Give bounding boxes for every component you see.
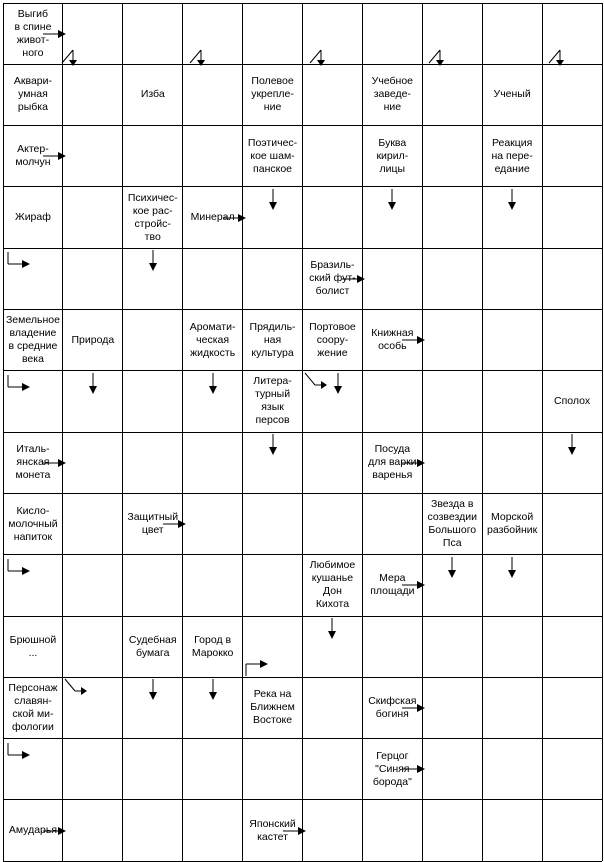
answer-cell[interactable] xyxy=(482,3,542,64)
clue-cell: Амударья xyxy=(8,824,58,837)
answer-cell[interactable] xyxy=(3,371,63,432)
answer-cell[interactable] xyxy=(362,800,422,861)
answer-cell[interactable] xyxy=(63,432,123,493)
answer-cell[interactable] xyxy=(243,493,303,554)
answer-cell[interactable] xyxy=(482,248,542,309)
answer-cell[interactable] xyxy=(183,248,243,309)
answer-cell[interactable] xyxy=(303,371,363,432)
answer-cell[interactable] xyxy=(123,677,183,738)
answer-cell[interactable] xyxy=(63,3,123,64)
answer-cell[interactable] xyxy=(243,3,303,64)
answer-cell[interactable] xyxy=(542,677,602,738)
answer-cell[interactable] xyxy=(422,800,482,861)
answer-cell[interactable] xyxy=(183,371,243,432)
answer-cell[interactable] xyxy=(183,800,243,861)
answer-cell[interactable] xyxy=(63,739,123,800)
answer-cell[interactable] xyxy=(542,800,602,861)
clue-cell: Литера- турный язык персов xyxy=(253,375,292,427)
answer-cell[interactable] xyxy=(303,800,363,861)
answer-cell[interactable] xyxy=(3,248,63,309)
answer-cell[interactable] xyxy=(422,126,482,187)
answer-cell[interactable] xyxy=(63,493,123,554)
answer-cell[interactable] xyxy=(362,493,422,554)
clue-cell: Посуда для варки варенья xyxy=(368,443,417,482)
clue-cell: Звезда в созвездии Большого Пса xyxy=(427,498,477,550)
answer-cell[interactable] xyxy=(422,739,482,800)
answer-cell[interactable] xyxy=(123,432,183,493)
answer-cell[interactable] xyxy=(3,739,63,800)
clue-cell: Любимое кушанье Дон Кихота xyxy=(309,559,356,611)
answer-cell[interactable] xyxy=(183,64,243,125)
answer-cell[interactable] xyxy=(63,677,123,738)
answer-cell[interactable] xyxy=(422,187,482,248)
answer-cell[interactable] xyxy=(362,616,422,677)
answer-cell[interactable] xyxy=(183,677,243,738)
answer-cell[interactable] xyxy=(183,739,243,800)
answer-cell[interactable] xyxy=(542,555,602,616)
answer-cell[interactable] xyxy=(482,310,542,371)
answer-cell[interactable] xyxy=(482,800,542,861)
clue-cell: Город в Марокко xyxy=(191,633,234,659)
clue-cell: Полевое укрепле- ние xyxy=(251,75,294,114)
answer-cell[interactable] xyxy=(422,310,482,371)
answer-cell[interactable] xyxy=(183,432,243,493)
clue-cell: Река на Ближнем Востоке xyxy=(250,688,295,727)
answer-cell[interactable] xyxy=(422,248,482,309)
answer-cell[interactable] xyxy=(63,616,123,677)
clue-cell: Минерал xyxy=(190,211,235,224)
clue-cell: Книжная особь xyxy=(371,327,414,353)
answer-cell[interactable] xyxy=(63,187,123,248)
answer-cell[interactable] xyxy=(303,739,363,800)
answer-cell[interactable] xyxy=(422,555,482,616)
answer-cell[interactable] xyxy=(542,248,602,309)
clue-cell: Мера площади xyxy=(370,572,415,598)
clue-cell: Изба xyxy=(140,88,165,101)
clue-cell: Бразиль- ский фут- болист xyxy=(309,259,356,298)
answer-cell[interactable] xyxy=(123,739,183,800)
answer-cell[interactable] xyxy=(422,677,482,738)
clue-cell: Судебная бумага xyxy=(128,633,177,659)
answer-cell[interactable] xyxy=(123,371,183,432)
answer-cell[interactable] xyxy=(422,616,482,677)
clue-cell: Ученый xyxy=(493,88,531,101)
answer-cell[interactable] xyxy=(422,432,482,493)
answer-cell[interactable] xyxy=(542,3,602,64)
clue-cell: Буква кирил- лицы xyxy=(376,136,409,175)
answer-cell[interactable] xyxy=(542,493,602,554)
clue-cell: Земельное владение в средние века xyxy=(5,314,60,366)
clue-cell: Италь- янская монета xyxy=(15,443,51,482)
answer-cell[interactable] xyxy=(63,248,123,309)
answer-cell[interactable] xyxy=(183,3,243,64)
answer-cell[interactable] xyxy=(482,677,542,738)
clue-cell: Скифская богиня xyxy=(368,694,417,720)
answer-cell[interactable] xyxy=(482,187,542,248)
answer-cell[interactable] xyxy=(303,677,363,738)
answer-cell[interactable] xyxy=(183,493,243,554)
answer-cell[interactable] xyxy=(482,432,542,493)
answer-cell[interactable] xyxy=(63,800,123,861)
answer-cell[interactable] xyxy=(303,126,363,187)
answer-cell[interactable] xyxy=(243,555,303,616)
answer-cell[interactable] xyxy=(542,432,602,493)
clue-cell: Японский кастет xyxy=(249,817,296,843)
answer-cell[interactable] xyxy=(362,3,422,64)
clue-cell: Защитный цвет xyxy=(127,511,179,537)
answer-cell[interactable] xyxy=(482,616,542,677)
clue-cell: Реакция на пере- едание xyxy=(491,136,533,175)
clue-cell: Прядиль- ная культура xyxy=(249,320,296,359)
clue-cell: Психичес- кое рас- стройс- тво xyxy=(127,191,178,243)
answer-cell[interactable] xyxy=(123,800,183,861)
answer-cell[interactable] xyxy=(243,739,303,800)
answer-cell[interactable] xyxy=(362,187,422,248)
answer-cell[interactable] xyxy=(303,432,363,493)
answer-cell[interactable] xyxy=(63,126,123,187)
clue-cell: Брюшной ... xyxy=(9,633,57,659)
answer-cell[interactable] xyxy=(482,371,542,432)
answer-cell[interactable] xyxy=(303,187,363,248)
answer-cell[interactable] xyxy=(303,64,363,125)
answer-cell[interactable] xyxy=(482,555,542,616)
answer-cell[interactable] xyxy=(362,371,422,432)
clue-cell: Аромати- ческая жидкость xyxy=(189,320,236,359)
clue-cell: Портовое соору- жение xyxy=(309,320,356,359)
answer-cell[interactable] xyxy=(422,371,482,432)
clue-cell: Сполох xyxy=(553,394,591,407)
clue-cell: Актер- молчун xyxy=(15,143,51,169)
answer-cell[interactable] xyxy=(303,616,363,677)
clue-cell: Учебное заведе- ние xyxy=(371,75,414,114)
answer-cell[interactable] xyxy=(183,126,243,187)
answer-cell[interactable] xyxy=(243,616,303,677)
answer-cell[interactable] xyxy=(542,310,602,371)
answer-cell[interactable] xyxy=(482,739,542,800)
answer-cell[interactable] xyxy=(303,3,363,64)
answer-cell[interactable] xyxy=(123,555,183,616)
answer-cell[interactable] xyxy=(63,555,123,616)
answer-cell[interactable] xyxy=(422,3,482,64)
clue-cell: Аквари- умная рыбка xyxy=(13,75,52,114)
answer-cell[interactable] xyxy=(422,64,482,125)
answer-cell[interactable] xyxy=(123,3,183,64)
answer-cell[interactable] xyxy=(303,493,363,554)
answer-cell[interactable] xyxy=(243,187,303,248)
answer-cell[interactable] xyxy=(243,432,303,493)
answer-cell[interactable] xyxy=(123,126,183,187)
answer-cell[interactable] xyxy=(542,126,602,187)
clue-cell: Поэтичес- кое шам- панское xyxy=(247,136,298,175)
clue-cell: Природа xyxy=(71,333,115,346)
answer-cell[interactable] xyxy=(542,616,602,677)
clue-cell: Жираф xyxy=(15,211,51,224)
answer-cell[interactable] xyxy=(542,187,602,248)
answer-cell[interactable] xyxy=(63,64,123,125)
answer-cell[interactable] xyxy=(123,310,183,371)
answer-cell[interactable] xyxy=(63,371,123,432)
clue-cell: Кисло- молочный напиток xyxy=(8,504,58,543)
clue-cell: Выгиб в спине живот- ного xyxy=(14,7,52,59)
answer-cell[interactable] xyxy=(362,248,422,309)
answer-cell[interactable] xyxy=(542,739,602,800)
answer-cell[interactable] xyxy=(542,64,602,125)
clue-cell: Морской разбойник xyxy=(487,511,538,537)
answer-cell[interactable] xyxy=(243,248,303,309)
clue-cell: Персонаж славян- ской ми- фологии xyxy=(8,681,58,733)
clue-cell: Герцог "Синяя борода" xyxy=(372,749,412,788)
answer-cell[interactable] xyxy=(183,555,243,616)
answer-cell[interactable] xyxy=(3,555,63,616)
answer-cell[interactable] xyxy=(123,248,183,309)
